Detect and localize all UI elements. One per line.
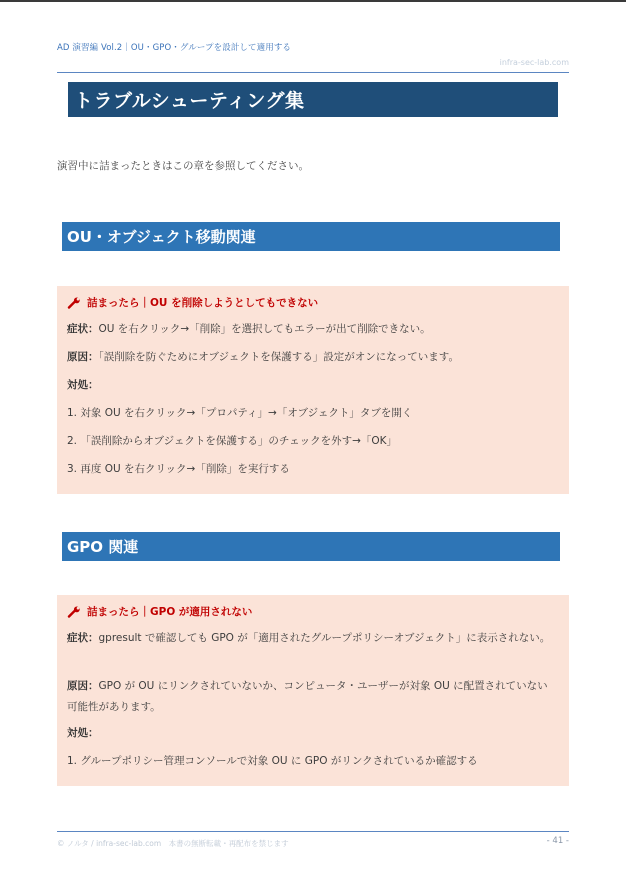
box-title: [67, 604, 252, 619]
box-title-text: 詰まったら｜GPO が適用されない: [87, 606, 253, 618]
step-item: 3. 再度 OU を右クリック→「削除」を実行する: [67, 463, 290, 475]
section-heading-gpo: [62, 532, 560, 561]
symptom-text: gpresult で確認しても GPO が「適用されたグループポリシーオブジェクト」に表示されない。: [98, 632, 551, 644]
document-header-title: AD 演習編 Vol.2｜OU・GPO・グループを設計して適用する: [57, 43, 292, 53]
page-number: - 41 -: [546, 836, 569, 846]
symptom-label: 症状：: [67, 323, 99, 335]
symptom-line: [67, 628, 557, 649]
cause-label: 原因：: [67, 680, 99, 692]
step-item: 1. 対象 OU を右クリック→「プロパティ」→「オブジェクト」タブを開く: [67, 407, 413, 419]
footer-divider: [57, 831, 569, 832]
step-item: 2. 「誤削除からオブジェクトを保護する」のチェックを外す→「OK」: [67, 435, 398, 447]
top-border: [0, 0, 626, 2]
troubleshoot-box-gpo: [57, 595, 569, 786]
step-item: 1. グループポリシー管理コンソールで対象 OU に GPO がリンクされているか確認する: [67, 755, 478, 767]
wrench-icon: [67, 297, 81, 309]
footer-copyright: © ノルタ / infra-sec-lab.com 本書の無断転載・再配布を禁じます: [57, 839, 289, 848]
chapter-heading: [68, 82, 558, 117]
cause-line: [67, 676, 557, 718]
intro-paragraph: 演習中に詰まったときはこの章を参照してください。: [57, 160, 309, 172]
symptom-label: 症状：: [67, 632, 99, 644]
wrench-icon: [67, 606, 81, 618]
action-label: 対処：: [67, 379, 99, 391]
section-title: GPO 関連: [67, 538, 139, 556]
section-title: OU・オブジェクト移動関連: [67, 228, 256, 246]
cause-text: 「誤削除を防ぐためにオブジェクトを保護する」設定がオンになっています。: [98, 351, 459, 363]
action-line: [67, 723, 99, 744]
symptom-text: OU を右クリック→「削除」を選択してもエラーが出て削除できない。: [98, 323, 431, 335]
section-heading-ou: [62, 222, 560, 251]
box-title: [67, 295, 318, 310]
troubleshoot-box-ou: [57, 286, 569, 494]
cause-label: 原因：: [67, 351, 99, 363]
header-divider: [57, 72, 569, 73]
action-line: [67, 375, 99, 396]
action-label: 対処：: [67, 727, 99, 739]
box-title-text: 詰まったら｜OU を削除しようとしてもできない: [87, 297, 319, 309]
chapter-title: トラブルシューティング集: [74, 90, 305, 112]
cause-text: GPO が OU にリンクされていないか、コンピュータ・ユーザーが対象 OU に配置されていない可能性があります。: [67, 680, 548, 713]
header-site-name: infra-sec-lab.com: [499, 58, 569, 67]
cause-line: [67, 347, 459, 368]
symptom-line: [67, 319, 431, 340]
